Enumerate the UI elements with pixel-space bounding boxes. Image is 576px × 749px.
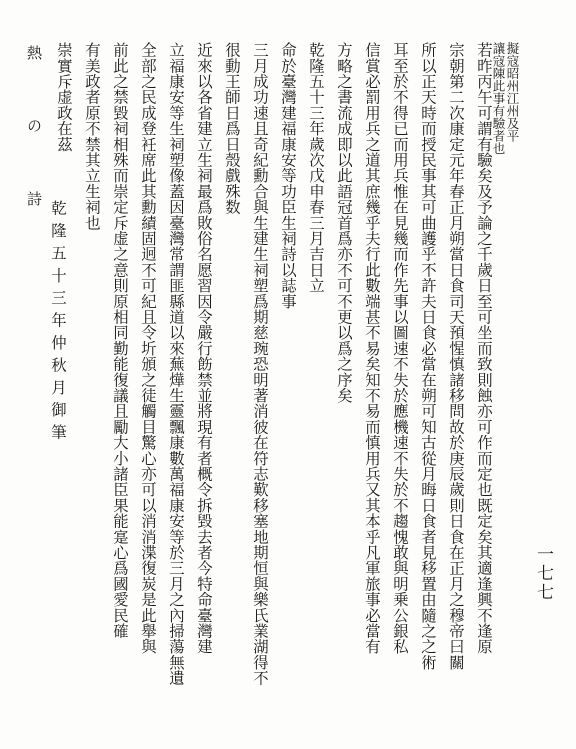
text-column-5: 耳至於不得已而用兵惟在見幾而作先事以圖速不失於應機速不失於不趨愧敢與明乗公銀私 <box>391 42 409 655</box>
signature-line: 乾隆五十三年仲秋月御筆 <box>49 200 67 447</box>
text-column-13: 立福康安等生祠塑像蓋因臺灣常謂匪縣道以來蕪燁生靈飄康數萬福康安等於三月之內掃蕩無遺 <box>167 42 185 686</box>
text-column-10: 三月成功速且奇紀勳合與生建生祠塑爲期慈琬恐明著消彼在符志歎移塞地期恒與樂氏業湖得不 <box>251 42 269 686</box>
text-column-6: 信賞必罰用兵之道其庶幾乎夫行此數端甚不易矣知不易而慎用兵又其本乎凡軍旅事必當有 <box>363 42 381 655</box>
text-column-7: 方略之書流成即以此語冠首爲亦不可不更以爲之序矣 <box>335 42 353 404</box>
text-column-17: 崇實斥虚政在茲 <box>55 42 73 152</box>
text-column-1a: 擬寇昭州江州及平 <box>505 42 520 142</box>
text-column-9: 命於臺灣建福康安等功臣生祠詩以誌事 <box>279 42 297 309</box>
text-column-15: 前此之禁毀祠相殊而崇定斥虚之意則原相同勤能復議且勵大小諸臣果能寔心爲國愛民確 <box>111 42 129 639</box>
text-column-16: 有美政者原不禁其立生祠也 <box>83 42 101 231</box>
header-title: 熱 の 詩 <box>25 45 43 226</box>
text-column-4: 所以正天時而授民事其可曲護乎不許夫日食必當在朔可知古從月晦日食者見移置由隨之之術 <box>419 42 437 670</box>
text-column-1b: 讓寇陳此事有驗者也 <box>491 42 506 155</box>
text-column-11: 很動王師日爲日殼戲殊数 <box>223 42 241 215</box>
date-line: 乾隆五十三年歲次戊申春三月吉日立 <box>307 42 325 294</box>
text-column-3: 宗朝第二次康定元年春正月朔當日食司天預惺慎諸移問故於庚辰歲則日食在正月之穆帝曰關 <box>447 42 465 670</box>
text-column-12: 近來以各省建立生祠最爲敗俗名愿習因令嚴行飭禁並將現有者概令拆毀去者今特命臺灣建 <box>195 42 213 655</box>
text-column-2: 若昨丙午可謂有驗矣及予論之千歲日至可坐而致則蝕亦可作而定也既定矣其適逢興不逢原 <box>475 42 493 655</box>
text-column-14: 全部之民成登衽席此其勳績固迥不可紀且令圻頒之徒觸目驚心亦可以消消渫復炭是此舉與 <box>139 42 157 655</box>
page-number: 一七七 <box>533 545 553 602</box>
